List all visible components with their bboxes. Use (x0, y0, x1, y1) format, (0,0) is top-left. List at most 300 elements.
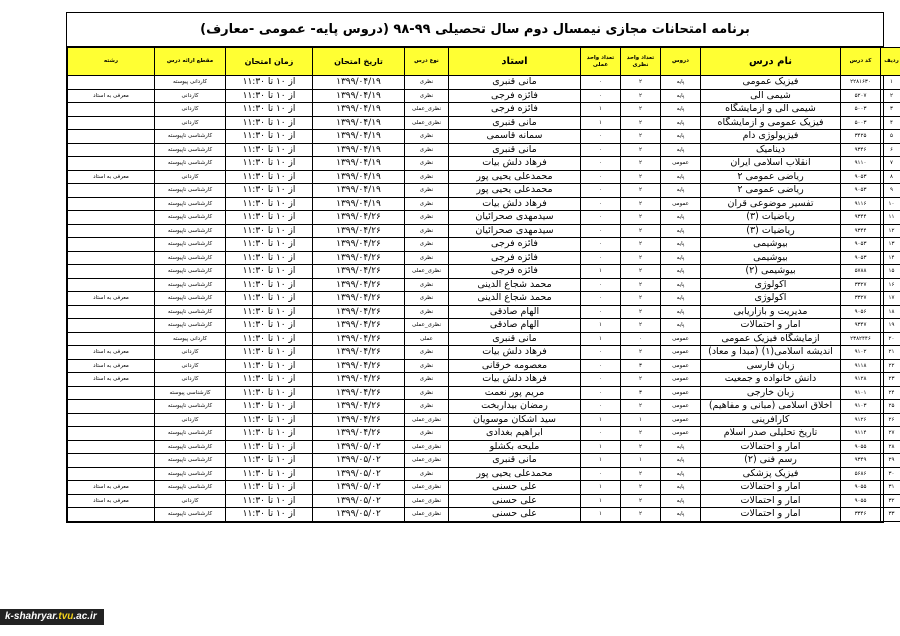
course-code-cell: ۳۳۴۶ (841, 508, 881, 522)
course-group-cell: پایه (661, 184, 701, 198)
theory-units-cell: ۲ (621, 89, 661, 103)
exam-schedule-sheet (66, 12, 899, 523)
course-code-cell: ۳۳۲۷ (841, 292, 881, 306)
exam-time-cell: از ۱۰ تا ۱۱:۳۰ (226, 265, 313, 279)
table-row (68, 170, 900, 184)
table-row (68, 197, 900, 211)
theory-units-cell: ۲ (621, 170, 661, 184)
exam-date-cell: ۱۳۹۹/۰۴/۲۶ (313, 278, 405, 292)
table-row (68, 238, 900, 252)
field-cell: معرفی به استاد (68, 89, 155, 103)
course-code-cell: ۹۱۱۰ (841, 157, 881, 171)
course-type-cell: نظری (405, 197, 449, 211)
course-name-cell: کارآفرینی (701, 413, 841, 427)
row-number-cell: ۱۹ (881, 319, 900, 333)
course-code-cell: ۹۰۵۵ (841, 481, 881, 495)
level-cell: کارشناسی ناپیوسته (155, 278, 226, 292)
level-cell: کارشناسی ناپیوسته (155, 440, 226, 454)
course-type-cell: نظری (405, 346, 449, 360)
table-row (68, 427, 900, 441)
exam-date-cell: ۱۳۹۹/۰۴/۱۹ (313, 197, 405, 211)
table-row (68, 76, 900, 90)
exam-time-cell: از ۱۰ تا ۱۱:۳۰ (226, 251, 313, 265)
level-cell: کاردانی (155, 373, 226, 387)
course-group-cell: پایه (661, 265, 701, 279)
course-group-cell: پایه (661, 89, 701, 103)
field-cell: معرفی به استاد (68, 292, 155, 306)
course-name-cell: ریاضیات (۳) (701, 224, 841, 238)
field-cell (68, 508, 155, 522)
course-code-cell: ۹۰۵۵ (841, 440, 881, 454)
exam-time-cell: از ۱۰ تا ۱۱:۳۰ (226, 427, 313, 441)
row-number-cell: ۲۸ (881, 440, 900, 454)
theory-units-cell: ۲ (621, 346, 661, 360)
row-number-cell: ۱۲ (881, 224, 900, 238)
professor-cell: فائزه فرجی (449, 238, 581, 252)
course-name-cell: مدیریت و بازاریابی (701, 305, 841, 319)
course-name-cell: ریاضی عمومی ۲ (701, 184, 841, 198)
level-cell: کاردانی (155, 359, 226, 373)
professor-cell: فرهاد دلش بیات (449, 373, 581, 387)
exam-date-cell: ۱۳۹۹/۰۴/۲۶ (313, 413, 405, 427)
level-cell: کارشناسی ناپیوسته (155, 508, 226, 522)
course-type-cell: نظری (405, 76, 449, 90)
table-row (68, 346, 900, 360)
course-code-cell: ۹۳۴۷ (841, 319, 881, 333)
level-cell: کارشناسی ناپیوسته (155, 211, 226, 225)
course-group-cell: عمومی (661, 386, 701, 400)
exam-time-cell: از ۱۰ تا ۱۱:۳۰ (226, 319, 313, 333)
exam-time-cell: از ۱۰ تا ۱۱:۳۰ (226, 305, 313, 319)
exam-date-cell: ۱۳۹۹/۰۵/۰۲ (313, 440, 405, 454)
course-name-cell: فیزیک پزشکی (701, 467, 841, 481)
row-number-cell: ۲۳ (881, 373, 900, 387)
level-cell: کارشناسی ناپیوسته (155, 251, 226, 265)
field-cell (68, 319, 155, 333)
course-type-cell: نظری (405, 89, 449, 103)
practical-units-cell: ۰ (581, 197, 621, 211)
exam-date-cell: ۱۳۹۹/۰۴/۲۶ (313, 265, 405, 279)
course-code-cell: ۳۳۲۷ (841, 278, 881, 292)
theory-units-cell: ۲ (621, 103, 661, 117)
theory-units-cell: ۲ (621, 157, 661, 171)
course-type-cell: نظری_عملی (405, 319, 449, 333)
course-code-cell: ۵۷۸۸ (841, 265, 881, 279)
exam-time-cell: از ۱۰ تا ۱۱:۳۰ (226, 103, 313, 117)
course-code-cell: ۹۱۲۸ (841, 373, 881, 387)
course-group-cell: پایه (661, 292, 701, 306)
row-number-cell: ۳۳ (881, 508, 900, 522)
level-cell: کارشناسی ناپیوسته (155, 319, 226, 333)
table-row (68, 251, 900, 265)
course-code-cell: ۹۰۵۳ (841, 184, 881, 198)
course-name-cell: رسم فنی (۲) (701, 454, 841, 468)
field-cell (68, 238, 155, 252)
practical-units-cell: ۱ (581, 494, 621, 508)
course-code-cell: ۹۱۱۶ (841, 197, 881, 211)
professor-cell: فرهاد دلش بیات (449, 197, 581, 211)
course-name-cell: آمار و احتمالات (701, 494, 841, 508)
theory-units-cell: ۳ (621, 386, 661, 400)
practical-units-cell: ۱ (581, 454, 621, 468)
course-type-cell: نظری (405, 373, 449, 387)
course-code-cell: ۵۶۸۶ (841, 467, 881, 481)
course-type-cell: نظری (405, 184, 449, 198)
professor-cell: سمانه قاسمی (449, 130, 581, 144)
course-type-cell: نظری (405, 238, 449, 252)
table-row (68, 481, 900, 495)
exam-schedule-table (67, 47, 900, 522)
course-type-cell: نظری_عملی (405, 508, 449, 522)
theory-units-cell: ۱ (621, 454, 661, 468)
level-cell: کاردانی (155, 116, 226, 130)
header-exam-time: زمان امتحان (226, 48, 313, 76)
course-name-cell: انقلاب اسلامی ایران (701, 157, 841, 171)
course-code-cell: ۵۰۰۳ (841, 116, 881, 130)
exam-date-cell: ۱۳۹۹/۰۴/۲۶ (313, 332, 405, 346)
course-name-cell: آزمایشگاه فیزیک عمومی (701, 332, 841, 346)
theory-units-cell: ۳ (621, 359, 661, 373)
exam-time-cell: از ۱۰ تا ۱۱:۳۰ (226, 89, 313, 103)
row-number-cell: ۲۵ (881, 400, 900, 414)
course-group-cell: پایه (661, 508, 701, 522)
course-type-cell: نظری_عملی (405, 440, 449, 454)
course-group-cell: پایه (661, 467, 701, 481)
row-number-cell: ۹ (881, 184, 900, 198)
level-cell: کارشناسی ناپیوسته (155, 197, 226, 211)
exam-date-cell: ۱۳۹۹/۰۴/۱۹ (313, 76, 405, 90)
theory-units-cell: ۲ (621, 440, 661, 454)
header-course-group: دروس (661, 48, 701, 76)
professor-cell: ابراهیم بغدادی (449, 427, 581, 441)
table-row (68, 400, 900, 414)
course-name-cell: ریاضیات (۳) (701, 211, 841, 225)
course-name-cell: ریاضی عمومی ۲ (701, 170, 841, 184)
course-group-cell: پایه (661, 143, 701, 157)
course-group-cell: عمومی (661, 359, 701, 373)
row-number-cell: ۲۹ (881, 454, 900, 468)
course-code-cell: ۹۳۴۴ (841, 211, 881, 225)
level-cell: کاردانی پیوسته (155, 76, 226, 90)
table-row (68, 305, 900, 319)
theory-units-cell: ۲ (621, 278, 661, 292)
practical-units-cell: ۰ (581, 292, 621, 306)
course-code-cell: ۹۱۱۸ (841, 359, 881, 373)
level-cell: کارشناسی ناپیوسته (155, 427, 226, 441)
professor-cell: علی حسنی (449, 508, 581, 522)
practical-units-cell: ۰ (581, 346, 621, 360)
course-code-cell: ۹۱۰۳ (841, 400, 881, 414)
level-cell: کارشناسی ناپیوسته (155, 481, 226, 495)
exam-date-cell: ۱۳۹۹/۰۴/۲۶ (313, 305, 405, 319)
professor-cell: فائزه فرجی (449, 251, 581, 265)
row-number-cell: ۲۶ (881, 413, 900, 427)
practical-units-cell: ۱ (581, 265, 621, 279)
course-group-cell: عمومی (661, 400, 701, 414)
theory-units-cell: ۲ (621, 184, 661, 198)
header-professor: استاد (449, 48, 581, 76)
exam-time-cell: از ۱۰ تا ۱۱:۳۰ (226, 494, 313, 508)
course-name-cell: آمار و احتمالات (701, 440, 841, 454)
field-cell (68, 278, 155, 292)
course-type-cell: نظری (405, 278, 449, 292)
course-name-cell: آمار و احتمالات (701, 508, 841, 522)
theory-units-cell: ۲ (621, 481, 661, 495)
course-group-cell: پایه (661, 305, 701, 319)
professor-cell: مریم پور نعمت (449, 386, 581, 400)
field-cell (68, 211, 155, 225)
course-name-cell: تاریخ تحلیلی صدر اسلام (701, 427, 841, 441)
theory-units-cell: ۲ (621, 508, 661, 522)
theory-units-cell: ۲ (621, 292, 661, 306)
exam-time-cell: از ۱۰ تا ۱۱:۳۰ (226, 184, 313, 198)
professor-cell: معصومه خرقانی (449, 359, 581, 373)
field-cell: معرفی به استاد (68, 494, 155, 508)
field-cell (68, 224, 155, 238)
row-number-cell: ۲۰ (881, 332, 900, 346)
course-type-cell: نظری (405, 224, 449, 238)
level-cell: کارشناسی ناپیوسته (155, 238, 226, 252)
field-cell (68, 332, 155, 346)
row-number-cell: ۱ (881, 76, 900, 90)
row-number-cell: ۵ (881, 130, 900, 144)
field-cell (68, 116, 155, 130)
theory-units-cell: ۲ (621, 197, 661, 211)
header-row-number: ردیف (881, 48, 900, 76)
course-type-cell: نظری_عملی (405, 454, 449, 468)
course-name-cell: آمار و احتمالات (701, 319, 841, 333)
row-number-cell: ۱۴ (881, 251, 900, 265)
level-cell: کارشناسی ناپیوسته (155, 292, 226, 306)
theory-units-cell: ۲ (621, 265, 661, 279)
theory-units-cell: ۲ (621, 143, 661, 157)
course-name-cell: بیوشیمی (701, 238, 841, 252)
professor-cell: محمدعلی یحیی پور (449, 170, 581, 184)
practical-units-cell: ۰ (581, 143, 621, 157)
theory-units-cell: ۰ (621, 332, 661, 346)
exam-time-cell: از ۱۰ تا ۱۱:۳۰ (226, 386, 313, 400)
exam-time-cell: از ۱۰ تا ۱۱:۳۰ (226, 373, 313, 387)
course-group-cell: عمومی (661, 346, 701, 360)
exam-time-cell: از ۱۰ تا ۱۱:۳۰ (226, 400, 313, 414)
exam-time-cell: از ۱۰ تا ۱۱:۳۰ (226, 508, 313, 522)
course-name-cell: فیزیک عمومی و آزمایشگاه (701, 116, 841, 130)
course-group-cell: پایه (661, 440, 701, 454)
course-type-cell: نظری (405, 211, 449, 225)
row-number-cell: ۳۲ (881, 494, 900, 508)
row-number-cell: ۴ (881, 116, 900, 130)
exam-date-cell: ۱۳۹۹/۰۴/۲۶ (313, 346, 405, 360)
exam-date-cell: ۱۳۹۹/۰۴/۲۶ (313, 292, 405, 306)
course-type-cell: نظری (405, 427, 449, 441)
course-type-cell: نظری (405, 157, 449, 171)
field-cell (68, 305, 155, 319)
header-course-type: نوع درس (405, 48, 449, 76)
practical-units-cell: ۰ (581, 400, 621, 414)
professor-cell: الهام صادقی (449, 305, 581, 319)
course-name-cell: فیزیک عمومی (701, 76, 841, 90)
exam-date-cell: ۱۳۹۹/۰۵/۰۲ (313, 467, 405, 481)
theory-units-cell: ۲ (621, 305, 661, 319)
level-cell: کارشناسی ناپیوسته (155, 143, 226, 157)
row-number-cell: ۱۶ (881, 278, 900, 292)
field-cell (68, 184, 155, 198)
practical-units-cell: ۱ (581, 103, 621, 117)
level-cell: کارشناسی ناپیوسته (155, 265, 226, 279)
level-cell: کاردانی پیوسته (155, 332, 226, 346)
course-code-cell: ۹۰۵۳ (841, 251, 881, 265)
course-group-cell: عمومی (661, 373, 701, 387)
exam-time-cell: از ۱۰ تا ۱۱:۳۰ (226, 346, 313, 360)
course-group-cell: پایه (661, 319, 701, 333)
table-row (68, 440, 900, 454)
exam-date-cell: ۱۳۹۹/۰۴/۲۶ (313, 400, 405, 414)
level-cell: کاردانی (155, 494, 226, 508)
course-group-cell: عمومی (661, 413, 701, 427)
practical-units-cell: ۰ (581, 278, 621, 292)
course-type-cell: نظری_عملی (405, 494, 449, 508)
course-type-cell: عملی (405, 332, 449, 346)
course-type-cell: نظری (405, 467, 449, 481)
field-cell (68, 251, 155, 265)
table-row (68, 454, 900, 468)
exam-time-cell: از ۱۰ تا ۱۱:۳۰ (226, 359, 313, 373)
course-code-cell: ۹۰۵۵ (841, 494, 881, 508)
table-row (68, 143, 900, 157)
practical-units-cell: ۰ (581, 130, 621, 144)
course-group-cell: پایه (661, 238, 701, 252)
course-group-cell: پایه (661, 170, 701, 184)
table-row (68, 386, 900, 400)
practical-units-cell: ۱ (581, 481, 621, 495)
course-type-cell: نظری_عملی (405, 413, 449, 427)
level-cell: کاردانی (155, 413, 226, 427)
field-cell (68, 467, 155, 481)
header-course-name: نام درس (701, 48, 841, 76)
course-group-cell: پایه (661, 130, 701, 144)
theory-units-cell: ۲ (621, 494, 661, 508)
exam-date-cell: ۱۳۹۹/۰۵/۰۲ (313, 481, 405, 495)
level-cell: کارشناسی ناپیوسته (155, 184, 226, 198)
level-cell: کارشناسی ناپیوسته (155, 305, 226, 319)
theory-units-cell: ۲ (621, 400, 661, 414)
level-cell: کارشناسی ناپیوسته (155, 467, 226, 481)
table-row (68, 508, 900, 522)
course-type-cell: نظری (405, 292, 449, 306)
course-code-cell: ۹۱۰۱ (841, 386, 881, 400)
table-row (68, 413, 900, 427)
practical-units-cell: ۰ (581, 305, 621, 319)
level-cell: کاردانی (155, 170, 226, 184)
professor-cell: رمضان بیداربخت (449, 400, 581, 414)
course-name-cell: شیمی آلی (701, 89, 841, 103)
practical-units-cell: ۰ (581, 157, 621, 171)
table-row (68, 184, 900, 198)
course-type-cell: نظری (405, 251, 449, 265)
field-cell (68, 427, 155, 441)
row-number-cell: ۱۷ (881, 292, 900, 306)
url-suffix: .ac.ir (73, 611, 97, 622)
row-number-cell: ۲ (881, 89, 900, 103)
professor-cell: فائزه فرجی (449, 89, 581, 103)
course-group-cell: عمومی (661, 157, 701, 171)
field-cell (68, 413, 155, 427)
field-cell (68, 103, 155, 117)
theory-units-cell: ۲ (621, 373, 661, 387)
professor-cell: محمد شجاع الدینی (449, 292, 581, 306)
course-name-cell: فیزیولوژی دام (701, 130, 841, 144)
course-code-cell: ۹۳۴۹ (841, 454, 881, 468)
practical-units-cell: ۰ (581, 359, 621, 373)
table-row (68, 224, 900, 238)
field-cell (68, 130, 155, 144)
professor-cell: مانی قنبری (449, 116, 581, 130)
exam-time-cell: از ۱۰ تا ۱۱:۳۰ (226, 170, 313, 184)
theory-units-cell: ۲ (621, 116, 661, 130)
practical-units-cell: ۱ (581, 508, 621, 522)
course-name-cell: بیوشیمی (۲) (701, 265, 841, 279)
course-group-cell: پایه (661, 76, 701, 90)
theory-units-cell: ۲ (621, 251, 661, 265)
table-row (68, 278, 900, 292)
field-cell: معرفی به استاد (68, 170, 155, 184)
exam-date-cell: ۱۳۹۹/۰۴/۲۶ (313, 224, 405, 238)
row-number-cell: ۱۸ (881, 305, 900, 319)
exam-time-cell: از ۱۰ تا ۱۱:۳۰ (226, 76, 313, 90)
practical-units-cell: ۰ (581, 76, 621, 90)
header-field: رشته (68, 48, 155, 76)
field-cell (68, 400, 155, 414)
field-cell (68, 157, 155, 171)
course-code-cell: ۹۰۵۳ (841, 238, 881, 252)
practical-units-cell: ۰ (581, 224, 621, 238)
exam-date-cell: ۱۳۹۹/۰۴/۲۶ (313, 359, 405, 373)
exam-time-cell: از ۱۰ تا ۱۱:۳۰ (226, 332, 313, 346)
course-type-cell: نظری (405, 170, 449, 184)
table-row (68, 211, 900, 225)
field-cell (68, 197, 155, 211)
professor-cell: سید اشکان موسویان (449, 413, 581, 427)
course-name-cell: تفسیر موضوعی قرآن (701, 197, 841, 211)
practical-units-cell: ۰ (581, 373, 621, 387)
exam-time-cell: از ۱۰ تا ۱۱:۳۰ (226, 224, 313, 238)
course-code-cell: ۹۱۲۶ (841, 413, 881, 427)
level-cell: کاردانی (155, 103, 226, 117)
course-code-cell: ۵۲۰۷ (841, 89, 881, 103)
field-cell: معرفی به استاد (68, 346, 155, 360)
professor-cell: فائزه فرجی (449, 265, 581, 279)
header-exam-date: تاریخ امتحان (313, 48, 405, 76)
course-name-cell: شیمی آلی و آزمایشگاه (701, 103, 841, 117)
practical-units-cell: ۱ (581, 332, 621, 346)
row-number-cell: ۱۳ (881, 238, 900, 252)
professor-cell: فائزه فرجی (449, 103, 581, 117)
professor-cell: محمدعلی یحیی پور (449, 467, 581, 481)
practical-units-cell: ۱ (581, 116, 621, 130)
course-group-cell: پایه (661, 103, 701, 117)
row-number-cell: ۷ (881, 157, 900, 171)
table-row (68, 265, 900, 279)
row-number-cell: ۳۰ (881, 467, 900, 481)
course-name-cell: اکولوژی (701, 292, 841, 306)
header-level: مقطع ارائه درس (155, 48, 226, 76)
field-cell (68, 454, 155, 468)
practical-units-cell: ۰ (581, 467, 621, 481)
level-cell: کارشناسی ناپیوسته (155, 224, 226, 238)
exam-time-cell: از ۱۰ تا ۱۱:۳۰ (226, 481, 313, 495)
exam-time-cell: از ۱۰ تا ۱۱:۳۰ (226, 278, 313, 292)
practical-units-cell: ۰ (581, 427, 621, 441)
